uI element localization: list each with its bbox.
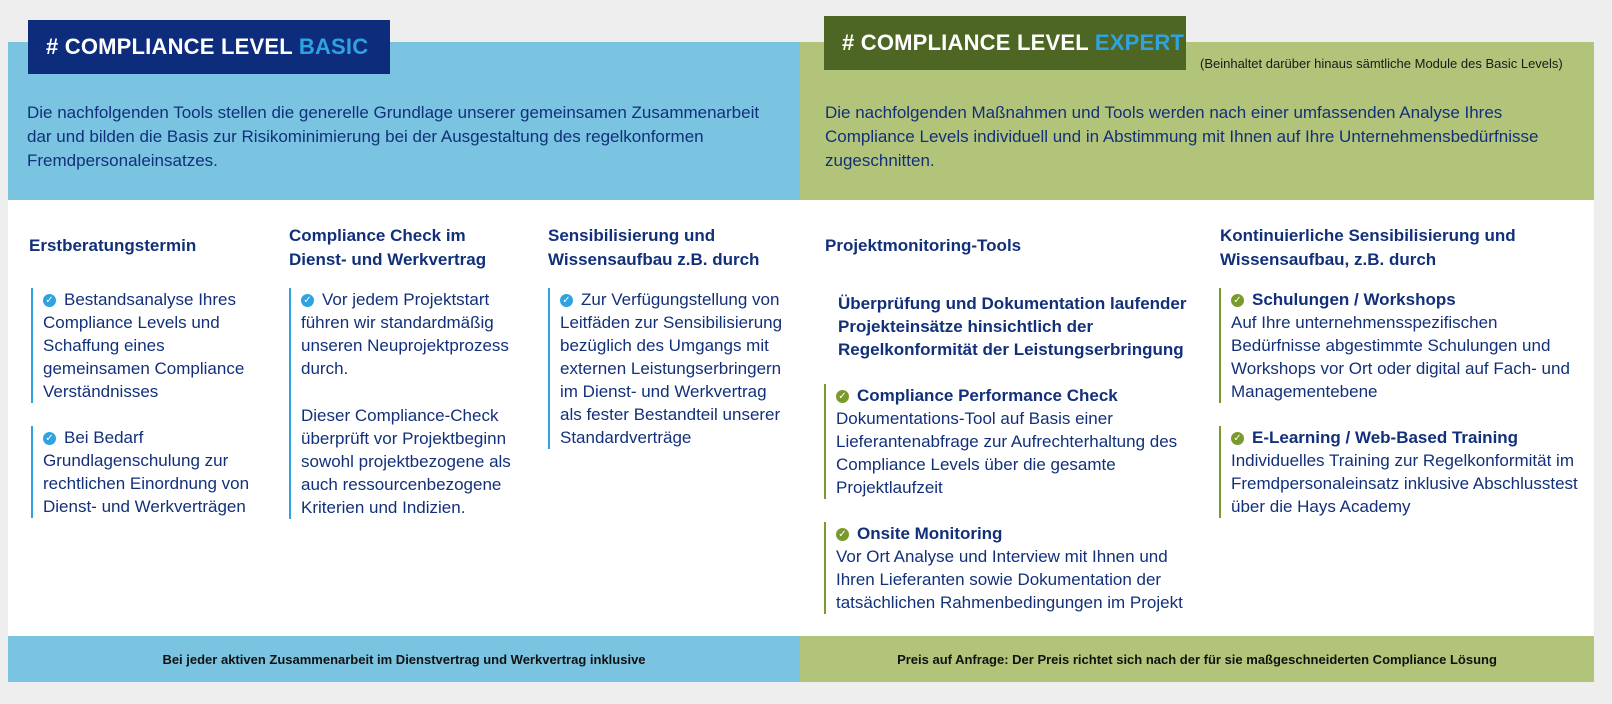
- expert-col1-item1-title: Compliance Performance Check: [857, 386, 1118, 405]
- expert-col1-heading: Projektmonitoring-Tools: [825, 236, 1022, 255]
- basic-title: [28, 20, 390, 74]
- expert-col2-item1: [1219, 288, 1584, 403]
- basic-col1-heading: Erstberatungstermin: [29, 236, 197, 255]
- check-icon: ✓: [43, 432, 56, 445]
- basic-col1-item2-text: Bei Bedarf Grundlagenschulung zur rechtlichen Einordnung von Dienst- und Werkverträgen: [43, 428, 250, 516]
- expert-col2-item1-title: Schulungen / Workshops: [1252, 290, 1456, 309]
- expert-footer: [800, 636, 1594, 682]
- check-icon: ✓: [301, 294, 314, 307]
- check-icon: ✓: [836, 390, 849, 403]
- basic-col1-item1-text: Bestandsanalyse Ihres Compliance Levels und Schaffung eines gemeinsamen Compliance Verständnisses: [43, 290, 245, 401]
- basic-title-highlight: BASIC: [298, 34, 369, 59]
- check-icon: ✓: [1231, 432, 1244, 445]
- expert-col1-subheading: Überprüfung und Dokumentation laufender Projekteinsätze hinsichtlich der Regelkonformität der Leistungserbringung: [838, 294, 1187, 359]
- expert-footer-text: Preis auf Anfrage: Der Preis richtet sich nach der für sie maßgeschneiderten Compliance Lösung: [897, 651, 1497, 667]
- basic-footer-text: Bei jeder aktiven Zusammenarbeit im Dienstvertrag und Werkvertrag inklusive: [162, 651, 646, 667]
- basic-col3-item1: [548, 288, 783, 449]
- basic-title-prefix: # COMPLIANCE LEVEL: [46, 34, 293, 59]
- expert-title-prefix: # COMPLIANCE LEVEL: [842, 30, 1089, 55]
- basic-footer: [8, 636, 800, 682]
- check-icon: ✓: [43, 294, 56, 307]
- basic-intro: Die nachfolgenden Tools stellen die generelle Grundlage unserer gemeinsamen Zusammenarbeit dar und bilden die Basis zur Risikominimierung bei der Ausgestaltung des regelkonformen Fremdpersonaleinsatzes.: [27, 103, 760, 170]
- expert-col2-item2-text: Individuelles Training zur Regelkonformität im Fremdpersonaleinsatz inklusive Abschlusstest über die Hays Academy: [1231, 451, 1578, 516]
- expert-title: [824, 16, 1186, 70]
- basic-col3-heading: Sensibilisierung und Wissensaufbau z.B. durch: [548, 226, 760, 269]
- expert-col2-heading: Kontinuierliche Sensibilisierung und Wissensaufbau, z.B. durch: [1220, 226, 1516, 269]
- basic-col3-item1-text: Zur Verfügungstellung von Leitfäden zur Sensibilisierung bezüglich des Umgangs mit externen Leistungserbringern im Dienst- und Werkvertrag als fester Bestandteil unserer Standardverträge: [560, 290, 783, 447]
- expert-col2-item2-title: E-Learning / Web-Based Training: [1252, 428, 1519, 447]
- check-icon: ✓: [560, 294, 573, 307]
- expert-title-highlight: EXPERT: [1094, 30, 1185, 55]
- expert-col2-item1-text: Auf Ihre unternehmensspezifischen Bedürfnisse abgestimmte Schulungen und Workshops vor Ort oder digital auf Fach- und Managementebene: [1231, 313, 1570, 401]
- basic-col2-item1: [289, 288, 524, 519]
- basic-col2-heading: Compliance Check im Dienst- und Werkvertrag: [289, 226, 487, 269]
- expert-col1-item2-title: Onsite Monitoring: [857, 524, 1003, 543]
- basic-col1-item2: [31, 426, 263, 518]
- basic-col2-extra: Dieser Compliance-Check überprüft vor Projektbeginn sowohl projektbezogene als auch ressourcenbezogene Kriterien und Indizien.: [301, 406, 511, 517]
- check-icon: ✓: [836, 528, 849, 541]
- expert-col1-item2-text: Vor Ort Analyse und Interview mit Ihnen und Ihren Lieferanten sowie Dokumentation der tatsächlichen Rahmenbedingungen im Projekt: [836, 547, 1183, 612]
- expert-col1-item1: [824, 384, 1200, 499]
- expert-intro: Die nachfolgenden Maßnahmen und Tools werden nach einer umfassenden Analyse Ihres Compliance Levels individuell und in Abstimmung mit Ihnen auf Ihre Unternehmensbedürfnisse zugeschnitten.: [825, 103, 1539, 170]
- basic-col1-item1: [31, 288, 261, 403]
- expert-note: (Beinhaltet darüber hinaus sämtliche Module des Basic Levels): [1200, 56, 1563, 71]
- expert-col1-item2: [824, 522, 1200, 614]
- basic-col2-item1-text: Vor jedem Projektstart führen wir standardmäßig unseren Neuprojektprozess durch.: [301, 290, 509, 378]
- check-icon: ✓: [1231, 294, 1244, 307]
- expert-col2-item2: [1219, 426, 1584, 518]
- expert-col1-item1-text: Dokumentations-Tool auf Basis einer Lieferantenabfrage zur Aufrechterhaltung des Compliance Levels über die gesamte Projektlaufzeit: [836, 409, 1178, 497]
